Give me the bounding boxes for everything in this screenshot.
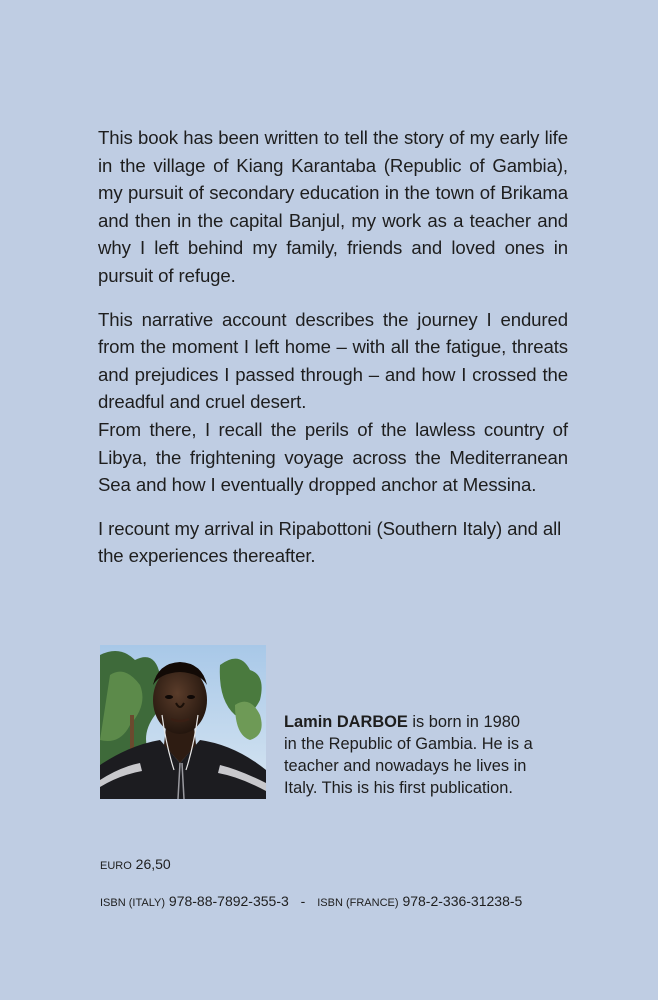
isbn-france-number: 978-2-336-31238-5: [402, 893, 523, 909]
author-bio: [284, 711, 534, 799]
isbn-france-label-start: ISBN (: [317, 897, 350, 909]
isbn-france-label-end: ): [394, 897, 399, 909]
author-name: Lamin DARBOE: [284, 713, 408, 731]
author-photo: [100, 645, 266, 799]
blurb-paragraph-4: I recount my arrival in Ripabottoni (Southern Italy) and all the experiences thereafter.: [98, 517, 562, 567]
back-cover-blurb: [98, 124, 568, 570]
isbn-separator: -: [300, 893, 306, 909]
isbn-italy-label-start: ISBN (: [100, 897, 133, 909]
blurb-paragraph-1: This book has been written to tell the story of my early life in the village of Kiang Karantaba (Republic of Gambia), my pursuit of secondary education in the town of Brikama and then in the capital Banjul, my work as a teacher and why I left behind my family, friends and loved ones in pursuit of refuge.: [98, 127, 568, 286]
author-bio-text: is born in 1980 in the Republic of Gambia. He is a teacher and nowadays he lives in Italy. This is his first publication.: [284, 713, 533, 797]
blurb-paragraph-2: This narrative account describes the journey I endured from the moment I left home – with all the fatigue, threats and prejudices I passed through – and how I crossed the dreadful and cruel desert.: [98, 308, 568, 413]
isbn-italy-label-end: ): [161, 897, 166, 909]
isbn-line: [100, 892, 522, 912]
isbn-france-country: FRANCE: [349, 897, 395, 909]
price-currency: EURO: [100, 860, 132, 872]
price-amount: 26,50: [135, 856, 171, 872]
isbn-italy-number: 978-88-7892-355-3: [168, 893, 289, 909]
price: [100, 855, 171, 875]
blurb-paragraph-3: From there, I recall the perils of the lawless country of Libya, the frightening voyage across the Mediterranean Sea and how I eventually dropped anchor at Messina.: [98, 418, 568, 496]
isbn-italy-country: ITALY: [132, 897, 162, 909]
